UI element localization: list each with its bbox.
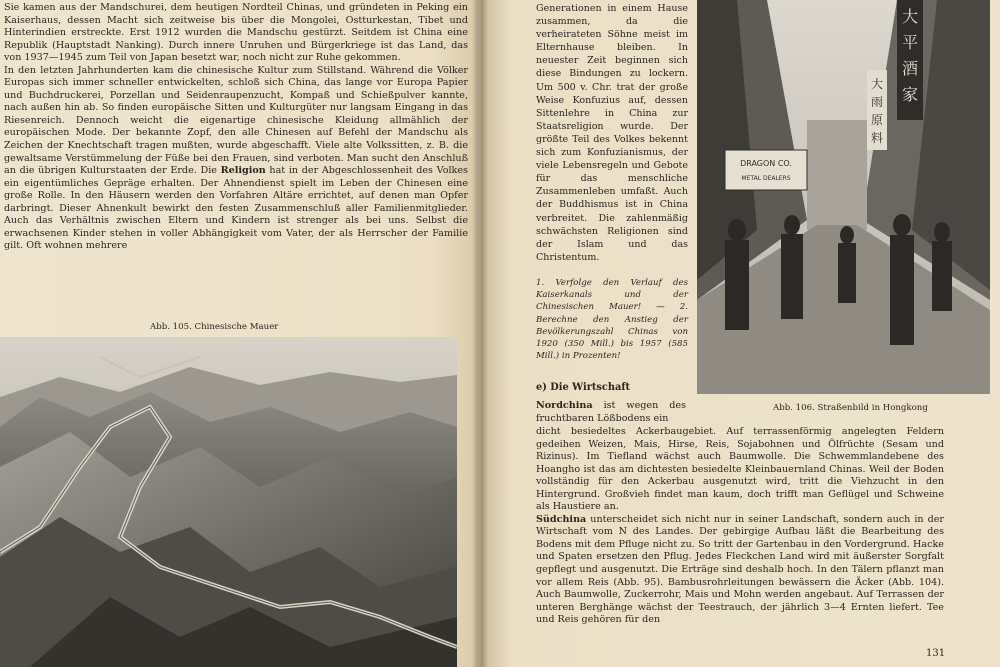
paragraph-text: Die (200, 165, 221, 177)
section-heading: e) Die Wirtschaft (536, 382, 631, 393)
svg-text:家: 家 (901, 85, 919, 104)
paragraph-text: hat in der Abgeschlossenheit des Volkes ein eigentümliches Gepräge erhalten. Der Ahnendienst spielt im Leben der Chinesen eine große Rolle. In den Häusern werden den Vorfahren Altäre errichtet, auf denen man Opfer darbringt. Dieser Ahnenkult bewirkt den festen Zusammenschluß aller Familienmitglieder. Auch das Verhältnis zwischen Eltern und Kindern ist strenger als bei uns. Selbst die erwachsenen Kinder stehen in voller Abhängigkeit vom Vater, der als Herrscher der Familie gilt. Oft wohnen mehrere (4, 165, 468, 252)
paragraph-text: In den letzten Jahrhunderten kam die chinesische Kultur zum Stillstand. Während die Völker Europas sich immer schneller entwickelten, schloß sich China, das lange vor Europa Papier und Buchdruckerei, Porzellan und Seidenraupenzucht, Kompaß und Schießpulver kannte, nach außen hin ab. So finden europäische Sitten und Kulturgüter nur langsam Eingang in das Riesenreich. Dennoch weicht die eigenartige chinesische Kleidung allmählich der europäischen Mode. Der bekannte Zopf, den alle Chinesen auf Befehl der Mandschu als Zeichen der Knechtschaft tragen mußten, wurde abgeschafft. Viele alte Volkssitten, z. B. die gewaltsame Verstümmelung der Füße bei den Frauen, sind verboten. Man sucht den Anschluß an die übrigen Kulturstaaten der Erde. (4, 64, 468, 177)
north-china-intro (536, 400, 686, 425)
sign-vertical (867, 70, 887, 150)
right-wide-text (536, 426, 944, 627)
great-wall-photo (0, 337, 457, 667)
keyword: Religion (220, 165, 266, 177)
svg-text:原: 原 (870, 113, 884, 127)
right-column-text: Generationen in einem Hause zusammen, da die verheirateten Söhne meist im Elternhause bleiben. In neuester Zeit beginnen sich diese Bindungen zu lockern. Um 500 v. Chr. trat der große Weise Konfuzius auf, dessen Sittenlehre in China zur Staatsreligion wurde. Der größte Teil des Volkes bekennt sich zum Konfuzianismus, der viele Lebensregeln und Gebote für das menschliche Zusammenleben umfaßt. Auch der Buddhismus ist in China verbreitet. Die zahlenmäßig schwächsten Religionen sind der Islam und das Christentum. (536, 3, 688, 263)
svg-text:METAL DEALERS: METAL DEALERS (741, 175, 791, 182)
svg-text:大: 大 (870, 77, 884, 91)
paragraph-text: Sie kamen aus der Mandschurei, dem heutigen Nordteil Chinas, und gründeten in Peking ein Kaiserhaus, dessen Macht sich zeitweise bis über die Mongolei, Ostturkestan, Tibet und Hinterindien erstreckte. Erst 1912 wurden die Mandschu gestürzt. Seitdem ist China eine Republik (Hauptstadt Nanking). Durch innere Unruhen und Bürgerkriege ist das Land, das von 1937—1945 zum Teil von Japan besetzt war, noch nicht zur Ruhe gekommen. (4, 2, 468, 64)
shop-sign (725, 150, 807, 190)
figure-caption: Abb. 106. Straßenbild in Hongkong (773, 403, 928, 413)
paragraph-text: dicht besiedeltes Ackerbaugebiet. Auf terrassenförmig angelegten Feldern gedeihen Weizen, Mais, Hirse, Reis, Sojabohnen und Ölfrüchte (Sesam und Rizinus). Im Tiefland wächst auch Baumwolle. Die Schwemmlandebene des Hoangho ist das am dichtesten besiedelte Kleinbauernland Chinas. Weil der Boden vollständig für den Ackerbau ausgenutzt wird, tritt die Viehzucht in den Hintergrund. Großvieh findet man kaum, doch trifft man Geflügel und Schweine als Haustiere an. (536, 426, 944, 513)
svg-text:酒: 酒 (901, 59, 919, 78)
sign-vertical (897, 0, 923, 120)
paragraph (536, 426, 944, 514)
page-number: 131 (926, 648, 946, 659)
paragraph-text: ist wegen des fruchtbaren Lößbodens ein (536, 400, 686, 424)
paragraph-text: unterscheidet sich nicht nur in seiner Landschaft, sondern auch in der Wirtschaft vom N des Landes. Der gebirgige Aufbau läßt die Bearbeitung des Bodens mit dem Pfluge nicht zu. So tritt der Gartenbau in den Vordergrund. Hacke und Spaten ersetzen den Pflug. Jedes Fleckchen Land wird mit äußerster Sorgfalt gepflegt und ausgenutzt. Die Erträge sind deshalb hoch. In den Tälern pflanzt man vor allem Reis (Abb. 95). Bambusrohrleitungen bewässern die Äcker (Abb. 104). Auch Baumwolle, Zuckerrohr, Mais und Mohn werden angebaut. Auf Terrassen der unteren Berghänge wächst der Teestrauch, der jährlich 3—4 Ernten liefert. Tee und Reis gehören für den (536, 513, 944, 626)
paragraph (4, 2, 468, 65)
book-gutter (472, 0, 488, 667)
svg-text:料: 料 (870, 131, 884, 145)
keyword: Nordchina (536, 400, 593, 411)
keyword: Südchina (536, 513, 587, 525)
left-page (0, 0, 478, 667)
svg-text:平: 平 (901, 33, 919, 52)
left-body-text (4, 2, 468, 253)
figure-caption: Abb. 105. Chinesische Mauer (150, 322, 279, 332)
paragraph (536, 514, 944, 627)
exercise-tasks: 1. Verfolge den Verlauf des Kaiserkanals und der Chinesischen Mauer! — 2. Berechne den Anstieg der Bevölkerungszahl Chinas von 1920 (350 Mill.) bis 1957 (585 Mill.) in Prozenten! (536, 278, 688, 362)
svg-text:DRAGON CO.: DRAGON CO. (740, 159, 792, 168)
svg-text:大: 大 (901, 7, 919, 26)
paragraph (4, 65, 468, 253)
svg-text:雨: 雨 (870, 95, 884, 109)
hongkong-street-photo (697, 0, 990, 394)
